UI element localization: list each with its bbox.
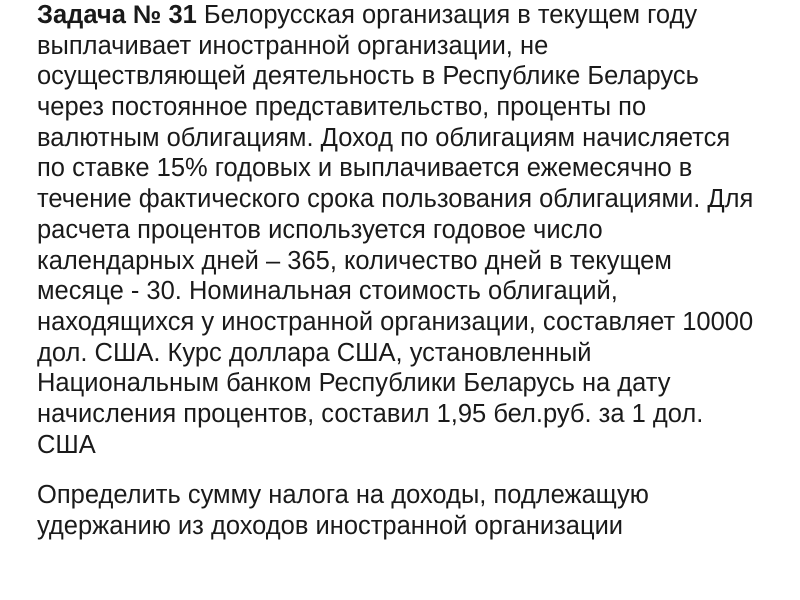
task-line-8: расчета процентов используется годовое число [37, 215, 603, 244]
task-line-3: осуществляющей деятельность в Республике Беларусь [37, 62, 699, 91]
task-line-2: выплачивает иностранной организации, не [37, 31, 549, 60]
task-line-1 [37, 0, 795, 31]
question-line-2: удержанию из доходов иностранной организации [37, 511, 624, 540]
task-line-10: месяце - 30. Номинальная стоимость облигаций, [37, 277, 618, 306]
task-line-4: через постоянное представительство, проценты по [37, 93, 647, 122]
task-line-11: находящихся у иностранной организации, составляет 10000 [37, 307, 754, 336]
task-line-9: календарных дней – 365, количество дней в текущем [37, 246, 672, 275]
task-line-14: начисления процентов, составил 1,95 бел.руб. за 1 дол. [37, 399, 704, 428]
task-line-13: Национальным банком Республики Беларусь на дату [37, 369, 671, 398]
question-text [37, 480, 795, 541]
task-line-15: США [37, 430, 96, 459]
task-line-1-text: Белорусская организация в текущем году [196, 1, 698, 29]
task-text [37, 0, 795, 460]
task-line-5: валютным облигациям. Доход по облигациям начисляется [37, 123, 731, 152]
question-line-1: Определить сумму налога на доходы, подлежащую [37, 481, 649, 509]
task-line-7: течение фактического срока пользования облигациями. Для [37, 185, 754, 214]
task-line-12: дол. США. Курс доллара США, установленный [37, 338, 592, 367]
task-title: Задача № 31 [37, 1, 197, 29]
task-line-6: по ставке 15% годовых и выплачивается ежемесячно в [37, 154, 693, 183]
